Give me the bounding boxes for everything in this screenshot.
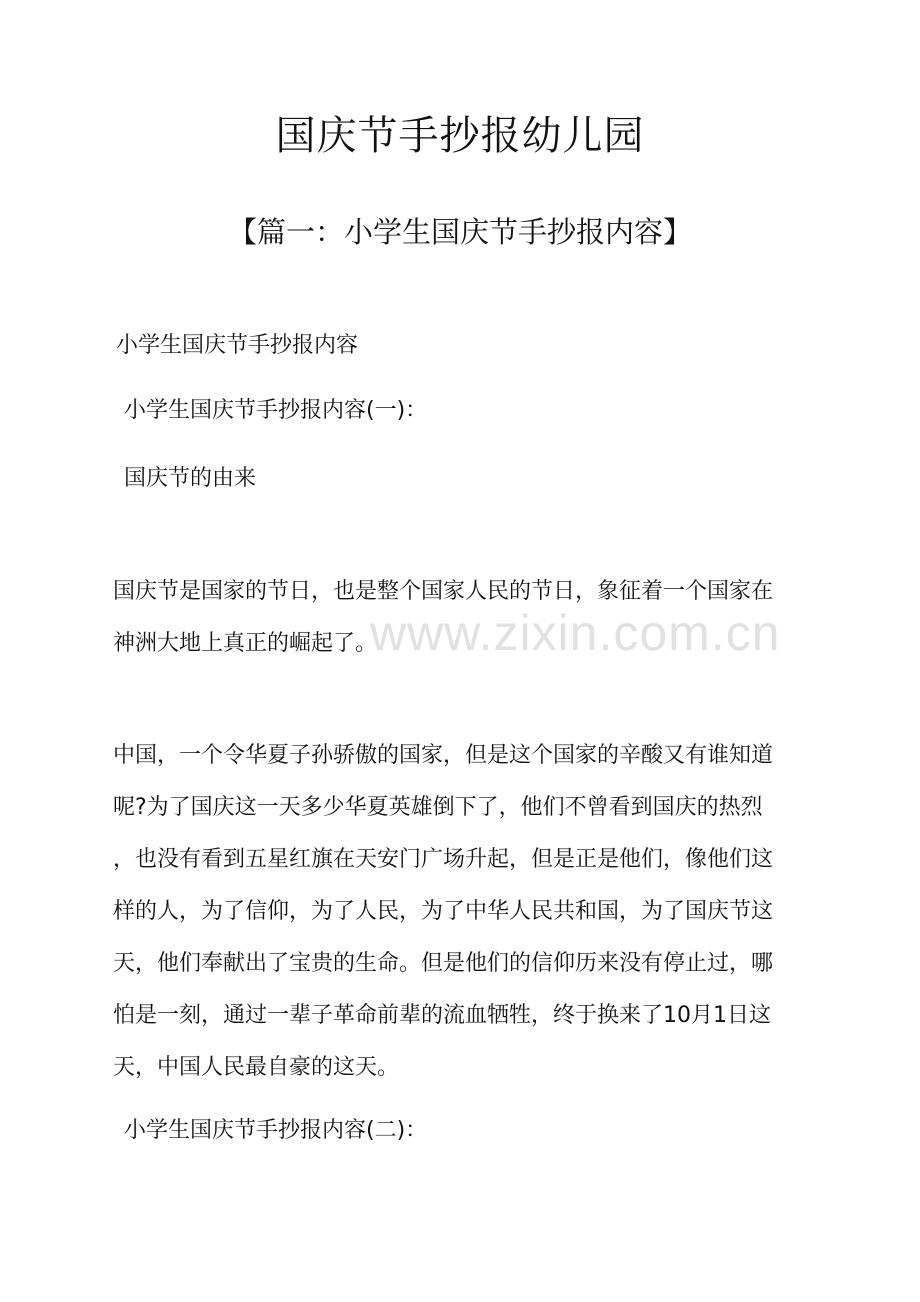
watermark: www.zixin.com.cn [370,605,781,661]
paragraph-line: 天，他们奉献出了宝贵的生命。但是他们的信仰历来没有停止过，哪 [113,951,774,976]
section-heading-main: 小学生国庆节手抄报内容 [116,333,359,358]
paragraph-line: 中国，一个令华夏子孙骄傲的国家，但是这个国家的辛酸又有谁知道 [113,743,774,768]
section-heading-part1: 小学生国庆节手抄报内容(一)： [124,398,428,423]
paragraph-2 [113,730,813,1094]
paragraph-1 [113,566,813,670]
paragraph-line: ，也没有看到五星红旗在天安门广场升起，但是正是他们，像他们这 [113,847,774,872]
document-subtitle: 【篇一：小学生国庆节手抄报内容】 [227,215,692,249]
paragraph-line: 呢?为了国庆这一天多少华夏英雄倒下了，他们不曾看到国庆的热烈 [113,795,763,820]
paragraph-line: 样的人，为了信仰，为了人民，为了中华人民共和国，为了国庆节这 [113,899,774,924]
paragraph-line: 怕是一刻，通过一辈子革命前辈的流血牺牲，终于换来了10月1日这 [113,1003,771,1028]
section-heading-origin: 国庆节的由来 [124,466,257,491]
paragraph-line: 神洲大地上真正的崛起了。 [113,631,378,656]
section-heading-part2: 小学生国庆节手抄报内容(二)： [124,1118,428,1143]
paragraph-line: 天，中国人民最自豪的这天。 [113,1055,400,1080]
document-title: 国庆节手抄报幼儿园 [275,113,645,159]
paragraph-line: 国庆节是国家的节日，也是整个国家人民的节日，象征着一个国家在 [113,579,774,604]
